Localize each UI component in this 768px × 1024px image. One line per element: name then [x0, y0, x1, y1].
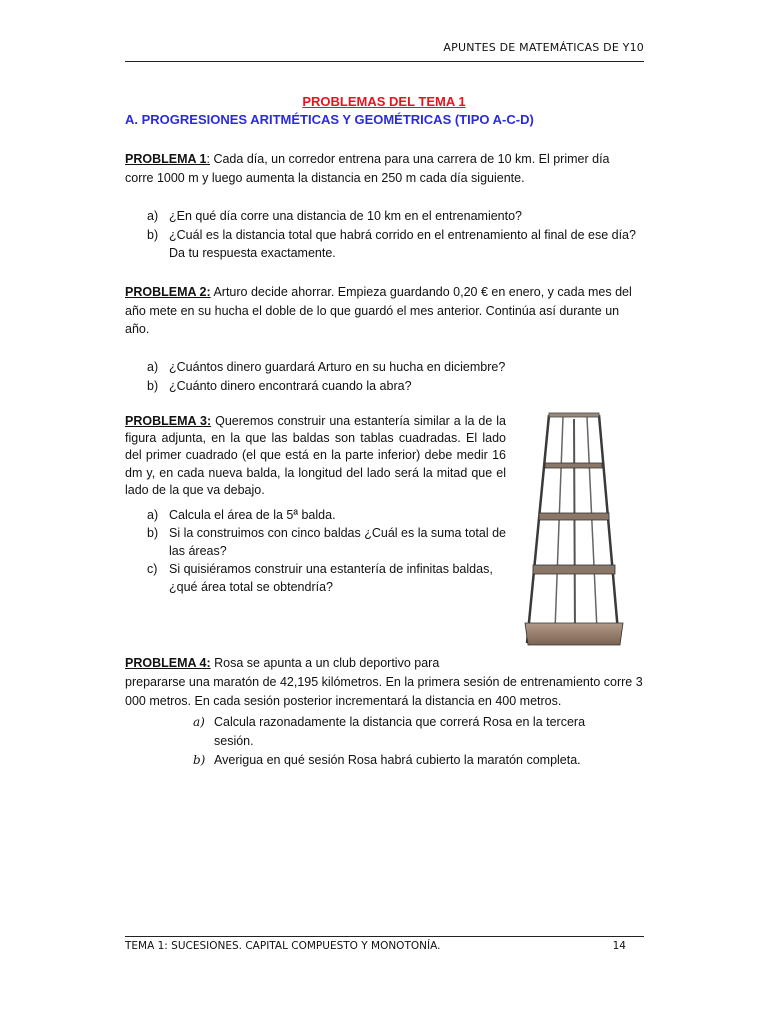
problem-1-sep: : [206, 152, 210, 166]
problem-4-text: prepararse una maratón de 42,195 kilómetros. En la primera sesión de entrenamiento corre 3 000 metros. En cada sesión posterior incrementará la distancia en 400 metros. [125, 675, 643, 708]
section-title: A. PROGRESIONES ARITMÉTICAS Y GEOMÉTRICAS (TIPO A-C-D) [125, 112, 534, 127]
footer-chapter: TEMA 1: SUCESIONES. CAPITAL COMPUESTO Y MONOTONÍA. [125, 940, 441, 952]
problem-3-questions [147, 506, 509, 596]
list-item: a) ¿Cuántos dinero guardará Arturo en su hucha en diciembre? [147, 360, 506, 374]
list-item: b) ¿Cuánto dinero encontrará cuando la abra? [147, 378, 412, 393]
page-footer [125, 936, 644, 952]
problem-2-text: Arturo decide ahorrar. Empieza guardando 0,20 € en enero, y cada mes del año mete en su hucha el doble de lo que guardó el mes anterior. Continúa así durante un año. [125, 285, 632, 336]
shelf-illustration [517, 405, 629, 655]
problem-2 [125, 283, 640, 339]
problem-1-questions [147, 207, 647, 263]
page-header: APUNTES DE MATEMÁTICAS DE Y10 [125, 41, 644, 62]
list-item: b) ¿Cuál es la distancia total que habrá corrido en el entrenamiento al final de ese día? Da tu respuesta exactamente. [147, 227, 636, 260]
problem-4-line1: Rosa se apunta a un club deportivo para [210, 656, 440, 670]
problem-3 [125, 413, 506, 499]
list-item: a) ¿En qué día corre una distancia de 10 km en el entrenamiento? [147, 209, 522, 223]
list-item: a) Calcula el área de la 5ª balda. [147, 508, 336, 522]
list-item: b) Averigua en qué sesión Rosa habrá cubierto la maratón completa. [193, 753, 581, 767]
page-title: PROBLEMAS DEL TEMA 1 [302, 94, 466, 109]
problem-3-text: Queremos construir una estantería similar a la de la figura adjunta, en la que las baldas son tablas cuadradas. El lado del primer cuadrado (el que está en la parte inferior) debe medir 16 dm y, en cada nueva balda, la longitud del lado será la mitad que el lado de la que va debajo. [125, 414, 506, 497]
problem-1-label: PROBLEMA 1 [125, 152, 207, 166]
problem-4 [125, 654, 640, 673]
problem-1 [125, 150, 640, 187]
page-number: 14 [612, 940, 626, 952]
list-item: b) Si la construimos con cinco baldas ¿Cuál es la suma total de las áreas? [147, 526, 506, 558]
problem-2-questions [147, 358, 647, 395]
problem-4-questions [193, 713, 613, 770]
problem-2-label: PROBLEMA 2: [125, 285, 211, 299]
problem-4-label: PROBLEMA 4: [125, 656, 211, 670]
problem-1-text: Cada día, un corredor entrena para una carrera de 10 km. El primer día corre 1000 m y luego aumenta la distancia en 250 m cada día siguiente. [125, 152, 610, 185]
list-item: a) Calcula razonadamente la distancia que correrá Rosa en la tercera sesión. [193, 715, 586, 748]
list-item: c) Si quisiéramos construir una estantería de infinitas baldas, ¿qué área total se obtendría? [147, 562, 493, 594]
problem-3-label: PROBLEMA 3: [125, 414, 212, 428]
